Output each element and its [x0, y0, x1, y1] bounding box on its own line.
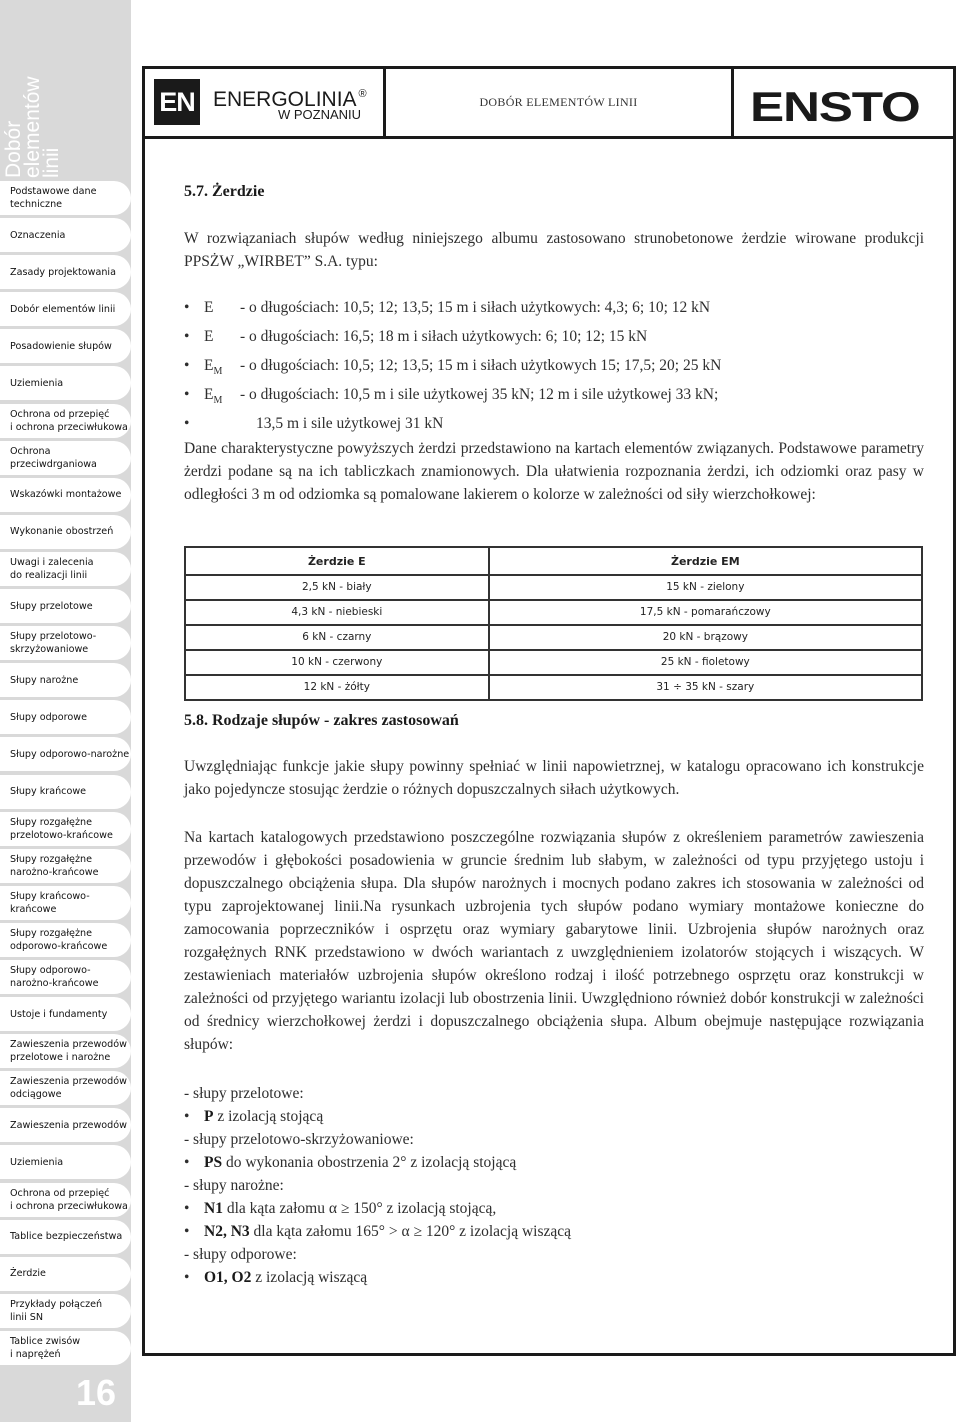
registered-mark: ® — [358, 88, 367, 100]
sidebar-list — [0, 181, 131, 1368]
color-code-table — [184, 546, 923, 701]
header-divider — [731, 69, 734, 136]
list-item — [184, 1174, 924, 1197]
sidebar-item[interactable]: Słupy rozgałężne odporowo-krańcowe — [0, 923, 131, 957]
pole-desc: - o długościach: 10,5; 12; 13,5; 15 m i siłach użytkowych: 4,3; 6; 10; 12 kN — [240, 299, 711, 316]
pole-type-list — [184, 296, 721, 435]
list-item-text: - słupy odporowe: — [184, 1246, 297, 1263]
pole-desc: 13,5 m i sile użytkowej 31 kN — [256, 415, 444, 432]
list-item — [184, 1128, 924, 1151]
sidebar-item[interactable]: Ochrona od przepięć i ochrona przeciwłukowa — [0, 1183, 131, 1217]
page-number: 16 — [76, 1372, 117, 1413]
pole-type-code: N1 — [204, 1200, 223, 1217]
pole-type-code: PS — [204, 1154, 223, 1171]
sidebar-item[interactable]: Słupy narożne — [0, 663, 131, 697]
list-item-continuation — [184, 412, 721, 435]
sidebar-item[interactable]: Słupy odporowo-narożne — [0, 737, 131, 771]
list-item — [184, 1105, 924, 1128]
energolinia-logo-city: W POZNANIU — [278, 107, 362, 122]
table-cell: 12 kN - żółty — [185, 675, 489, 700]
table-cell: 2,5 kN - biały — [185, 575, 489, 600]
sidebar-item[interactable]: Ochrona przeciwdrganiowa — [0, 441, 131, 475]
list-item — [184, 325, 721, 354]
sidebar-item[interactable]: Słupy odporowe — [0, 700, 131, 734]
sidebar-item[interactable]: Słupy przelotowe — [0, 589, 131, 623]
list-item — [184, 296, 721, 325]
list-item-text: z izolacją wiszącą — [251, 1269, 368, 1286]
sidebar-title-line: elementów — [21, 76, 44, 178]
sidebar-item[interactable]: Uwagi i zalecenia do realizacji linii — [0, 552, 131, 586]
pole-desc: - o długościach: 10,5; 12; 13,5; 15 m i siłach użytkowych 15; 17,5; 20; 25 kN — [240, 357, 722, 374]
pole-desc: - o długościach: 16,5; 18 m i siłach użytkowych: 6; 10; 12; 15 kN — [240, 328, 648, 345]
list-item-text: do wykonania obostrzenia 2° z izolacją stojącą — [222, 1154, 517, 1171]
list-item-text: dla kąta załomu 165° > α ≥ 120° z izolacją wiszącą — [249, 1223, 572, 1240]
sidebar-title-line: Dobór — [2, 120, 25, 178]
sidebar-item[interactable]: Zawieszenia przewodów — [0, 1108, 131, 1142]
sidebar-item[interactable]: Słupy przelotowo- skrzyżowaniowe — [0, 626, 131, 660]
sidebar-item[interactable]: Słupy odporowo- narożno-krańcowe — [0, 960, 131, 994]
list-item — [184, 383, 721, 412]
paragraph: Na kartach katalogowych przedstawiono poszczególne rozwiązania słupów z określeniem parametrów zawieszenia przewodów i głębokości posadowienia w gruncie średnim lub słabym, w zależności od typu przyjętego ustoju i dopuszczalnego obciążenia słupa. Dla słupów narożnych i mocnych podano zakres ich stosowania w zależności od typu zaprojektowanej linii.Na rysunkach uzbrojenia tych słupów podano wymiary montażowe konieczne do zamocowania poprzeczników i osprzętu oraz wymiary gabarytowe linii. Uzbrojenia słupów narożnych oraz rozgałężnych RNK przedstawiono w dwóch wariantach z uwzględnieniem izolatorów stojących i wiszących. W zestawieniach materiałów uzbrojenia słupów określono rodzaj i ilość potrzebnego osprzętu oraz konstrukcji w zależności od przyjętego wariantu izolacji lub obostrzenia linii. Uwzględniono również dobór konstrukcji w zależności od średnicy wierzchołkowej żerdzi i dopuszczalnego obciążenia słupa. Album obejmuje następujące rozwiązania słupów: — [184, 829, 924, 1053]
sidebar-item[interactable]: Żerdzie — [0, 1257, 131, 1291]
list-item-text: dla kąta załomu α ≥ 150° z izolacją stojącą, — [222, 1200, 497, 1217]
sidebar-item[interactable]: Zawieszenia przewodów przelotowe i narożne — [0, 1034, 131, 1068]
list-item-text: - słupy przelotowo-skrzyżowaniowe: — [184, 1131, 414, 1148]
sidebar-nav — [0, 0, 131, 1422]
list-item — [184, 1197, 924, 1220]
list-item — [184, 1220, 924, 1243]
section-heading: 5.8. Rodzaje słupów - zakres zastosowań — [184, 712, 459, 729]
sidebar-section-title — [4, 76, 61, 178]
pole-code-sub: M — [213, 366, 223, 377]
table-cell: 31 ÷ 35 kN - szary — [489, 675, 922, 700]
sidebar-item[interactable]: Posadowienie słupów — [0, 329, 131, 363]
sidebar-item[interactable]: Uziemienia — [0, 366, 131, 400]
table-header-row — [185, 547, 922, 575]
pole-type-code: P — [204, 1108, 214, 1125]
pole-code-text: E — [204, 357, 214, 374]
sidebar-item[interactable]: Słupy rozgałężne przelotowo-krańcowe — [0, 812, 131, 846]
list-item — [184, 1082, 924, 1105]
table-cell: 20 kN - brązowy — [489, 625, 922, 650]
table-row — [185, 625, 922, 650]
paragraph: Uwzględniając funkcje jakie słupy powinny spełniać w linii napowietrznej, w katalogu opracowano ich konstrukcje jako pojedyncze stosując żerdzie o różnych dopuszczalnych siłach użytkowych. — [184, 758, 924, 798]
header-title: DOBÓR ELEMENTÓW LINII — [479, 95, 638, 109]
list-item — [184, 1151, 924, 1174]
table-row — [185, 650, 922, 675]
sidebar-item[interactable]: Podstawowe dane techniczne — [0, 181, 131, 215]
table-cell: 10 kN - czerwony — [185, 650, 489, 675]
sidebar-item[interactable]: Przykłady połączeń linii SN — [0, 1294, 131, 1328]
list-item-text: - słupy przelotowe: — [184, 1085, 304, 1102]
pole-code-text: E — [204, 386, 214, 403]
pole-type-code: O1, O2 — [204, 1269, 252, 1286]
table-row — [185, 600, 922, 625]
ensto-logo: ENSTO — [750, 83, 920, 130]
sidebar-item[interactable]: Słupy krańcowe — [0, 775, 131, 809]
list-item — [184, 354, 721, 383]
page-header — [145, 69, 953, 139]
pole-code-sub: M — [213, 395, 223, 406]
table-header-cell: Żerdzie E — [185, 547, 489, 575]
table-row — [185, 675, 922, 700]
pole-desc: - o długościach: 10,5 m i sile użytkowej 35 kN; 12 m i sile użytkowej 33 kN; — [240, 386, 719, 403]
sidebar-item[interactable]: Zasady projektowania — [0, 255, 131, 289]
content-frame — [142, 66, 956, 1356]
section-heading: 5.7. Żerdzie — [184, 183, 265, 200]
table-header-cell: Żerdzie EM — [489, 547, 922, 575]
pole-code — [204, 296, 240, 325]
pole-code — [204, 325, 240, 354]
sidebar-item[interactable]: Słupy rozgałężne narożno-krańcowe — [0, 849, 131, 883]
table-body — [185, 575, 922, 700]
sidebar-title-line: linii — [40, 147, 63, 178]
sidebar-item[interactable]: Słupy krańcowo- krańcowe — [0, 886, 131, 920]
pole-type-code: N2, N3 — [204, 1223, 250, 1240]
sidebar-item[interactable]: Ustoje i fundamenty — [0, 997, 131, 1031]
list-item — [184, 1266, 924, 1289]
pole-solutions-list — [184, 1082, 924, 1289]
sidebar-item[interactable]: Zawieszenia przewodów odciągowe — [0, 1071, 131, 1105]
list-item-text: z izolacją stojącą — [213, 1108, 324, 1125]
intro-paragraph: W rozwiązaniach słupów według niniejszego albumu zastosowano strunobetonowe żerdzie wirowane produkcji PPSŻW „WIRBET” S.A. typu: — [184, 230, 924, 270]
energolinia-logo-mark: EN — [154, 79, 200, 125]
sidebar-item[interactable]: Wskazówki montażowe — [0, 478, 131, 512]
sidebar-item[interactable]: Dobór elementów linii — [0, 292, 131, 326]
logo-name-text: ENERGOLINIA — [213, 88, 357, 111]
pole-code-text: E — [204, 299, 214, 316]
pole-code — [204, 354, 240, 383]
description-paragraph: Dane charakterystyczne powyższych żerdzi przedstawiono na kartach elementów związanych. Podstawowe parametry żerdzi podane są na ich tabliczkach znamionowych. Dla ułatwienia rozpoznania żerdzi, ich odziomki oraz pasy w odległości 3 m od odziomka są pomalowane lakierem o kolorze w zależności od siły wierzchołkowej: — [184, 440, 924, 503]
sidebar-item[interactable]: Ochrona od przepięć i ochrona przeciwłukowa — [0, 404, 131, 438]
table-cell: 17,5 kN - pomarańczowy — [489, 600, 922, 625]
table-cell: 4,3 kN - niebieski — [185, 600, 489, 625]
sidebar-item[interactable]: Tablice zwisów i naprężeń — [0, 1331, 131, 1365]
list-item — [184, 1243, 924, 1266]
sidebar-item[interactable]: Uziemienia — [0, 1145, 131, 1179]
table-cell: 15 kN - zielony — [489, 575, 922, 600]
pole-code-text: E — [204, 328, 214, 345]
table-row — [185, 575, 922, 600]
sidebar-item[interactable]: Tablice bezpieczeństwa — [0, 1220, 131, 1254]
sidebar-item[interactable]: Oznaczenia — [0, 218, 131, 252]
table-cell: 6 kN - czarny — [185, 625, 489, 650]
sidebar-item[interactable]: Wykonanie obostrzeń — [0, 515, 131, 549]
list-item-text: - słupy narożne: — [184, 1177, 284, 1194]
table-cell: 25 kN - fioletowy — [489, 650, 922, 675]
pole-code — [204, 383, 240, 412]
